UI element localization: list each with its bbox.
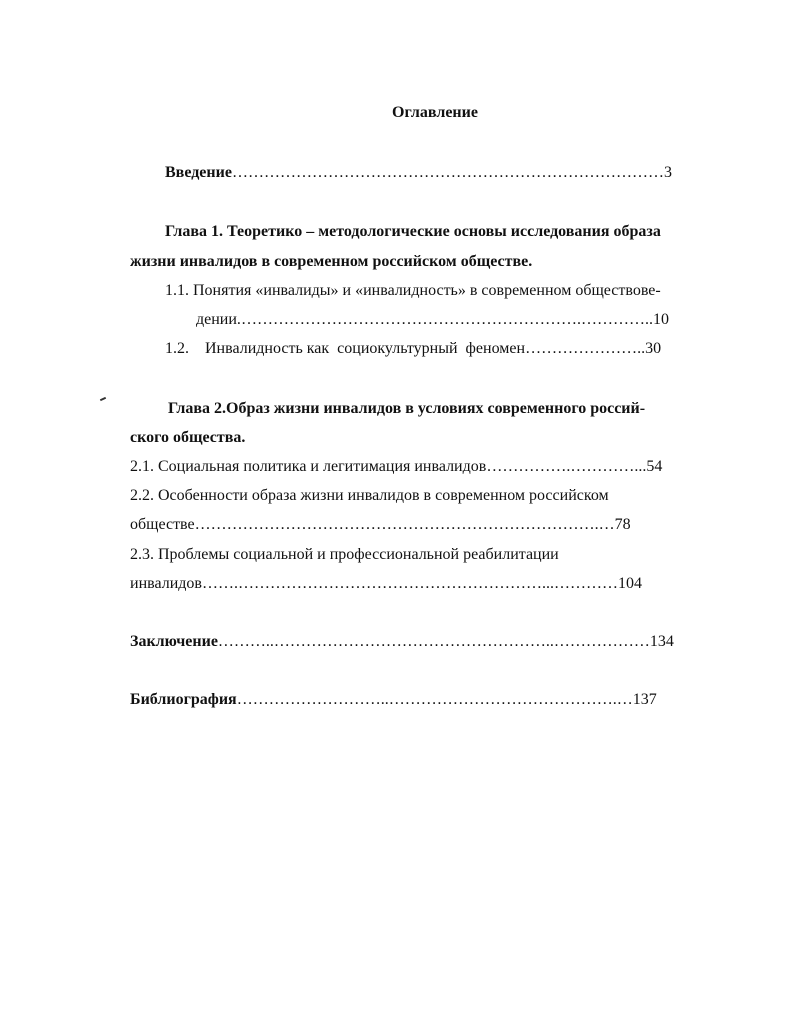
section-2-3-page: 104 <box>617 575 642 592</box>
conclusion-label: Заключение <box>130 633 218 650</box>
section-1-1-dots: ……………………………………………………….…………. <box>240 311 649 328</box>
section-2-2-page: 78 <box>614 516 631 533</box>
conclusion-dots: ………..……………………………………………..……………… <box>217 633 650 650</box>
toc-entry-intro <box>165 163 672 183</box>
section-2-2-dots: ………………………………………………………………….… <box>194 516 615 533</box>
bibliography-page: 137 <box>632 691 657 708</box>
section-2-1-dots: …………….…………. <box>486 458 639 475</box>
section-2-3-label: инвалидов <box>130 575 202 592</box>
section-2-3-dots: …….…………………………………………………...………… <box>201 575 618 592</box>
section-1-2-label: 1.2. Инвалидность как социокультурный феномен <box>165 340 526 357</box>
section-2-2-line1: 2.2. Особенности образа жизни инвалидов в современном российском <box>130 487 609 504</box>
section-1-2-page: 30 <box>645 340 662 357</box>
section-2-2-label: обществе <box>130 516 195 533</box>
section-1-1-line1: 1.1. Понятия «инвалиды» и «инвалидность» в современном обществове- <box>165 282 661 299</box>
intro-dots: ……………………………………………………………………… <box>231 164 664 181</box>
section-1-1-label: дении. <box>196 311 241 328</box>
section-2-2-line2 <box>130 515 631 535</box>
toc-entry-conclusion <box>130 632 674 652</box>
conclusion-page: 134 <box>649 633 674 650</box>
stray-pen-mark <box>100 397 106 401</box>
chapter2-heading-line1: Глава 2.Образ жизни инвалидов в условиях современного россий- <box>168 400 646 417</box>
section-1-1-page: .10 <box>648 311 669 328</box>
section-1-2-dots: ………………….. <box>525 340 646 357</box>
section-2-3-line2 <box>130 574 642 594</box>
section-1-1-line2 <box>196 310 669 330</box>
chapter1-heading-line1: Глава 1. Теоретико – методологические основы исследования образа <box>165 223 661 240</box>
bibliography-label: Библиография <box>130 691 237 708</box>
section-2-3-line1: 2.3. Проблемы социальной и профессиональной реабилитации <box>130 546 559 563</box>
chapter1-heading-line2: жизни инвалидов в современном российском обществе. <box>130 253 533 270</box>
intro-page: 3 <box>663 164 672 181</box>
toc-entry-bibliography <box>130 690 657 710</box>
intro-label: Введение <box>165 164 232 181</box>
section-2-1-page: ..54 <box>638 458 663 475</box>
section-2-1-label: 2.1. Социальная политика и легитимация инвалидов <box>130 458 487 475</box>
section-2-1 <box>130 457 662 477</box>
chapter2-heading-line2: ского общества. <box>130 429 246 446</box>
bibliography-dots: ………………………..…………………………………….… <box>236 691 633 708</box>
toc-title: Оглавление <box>392 104 478 121</box>
section-1-2 <box>165 339 661 359</box>
